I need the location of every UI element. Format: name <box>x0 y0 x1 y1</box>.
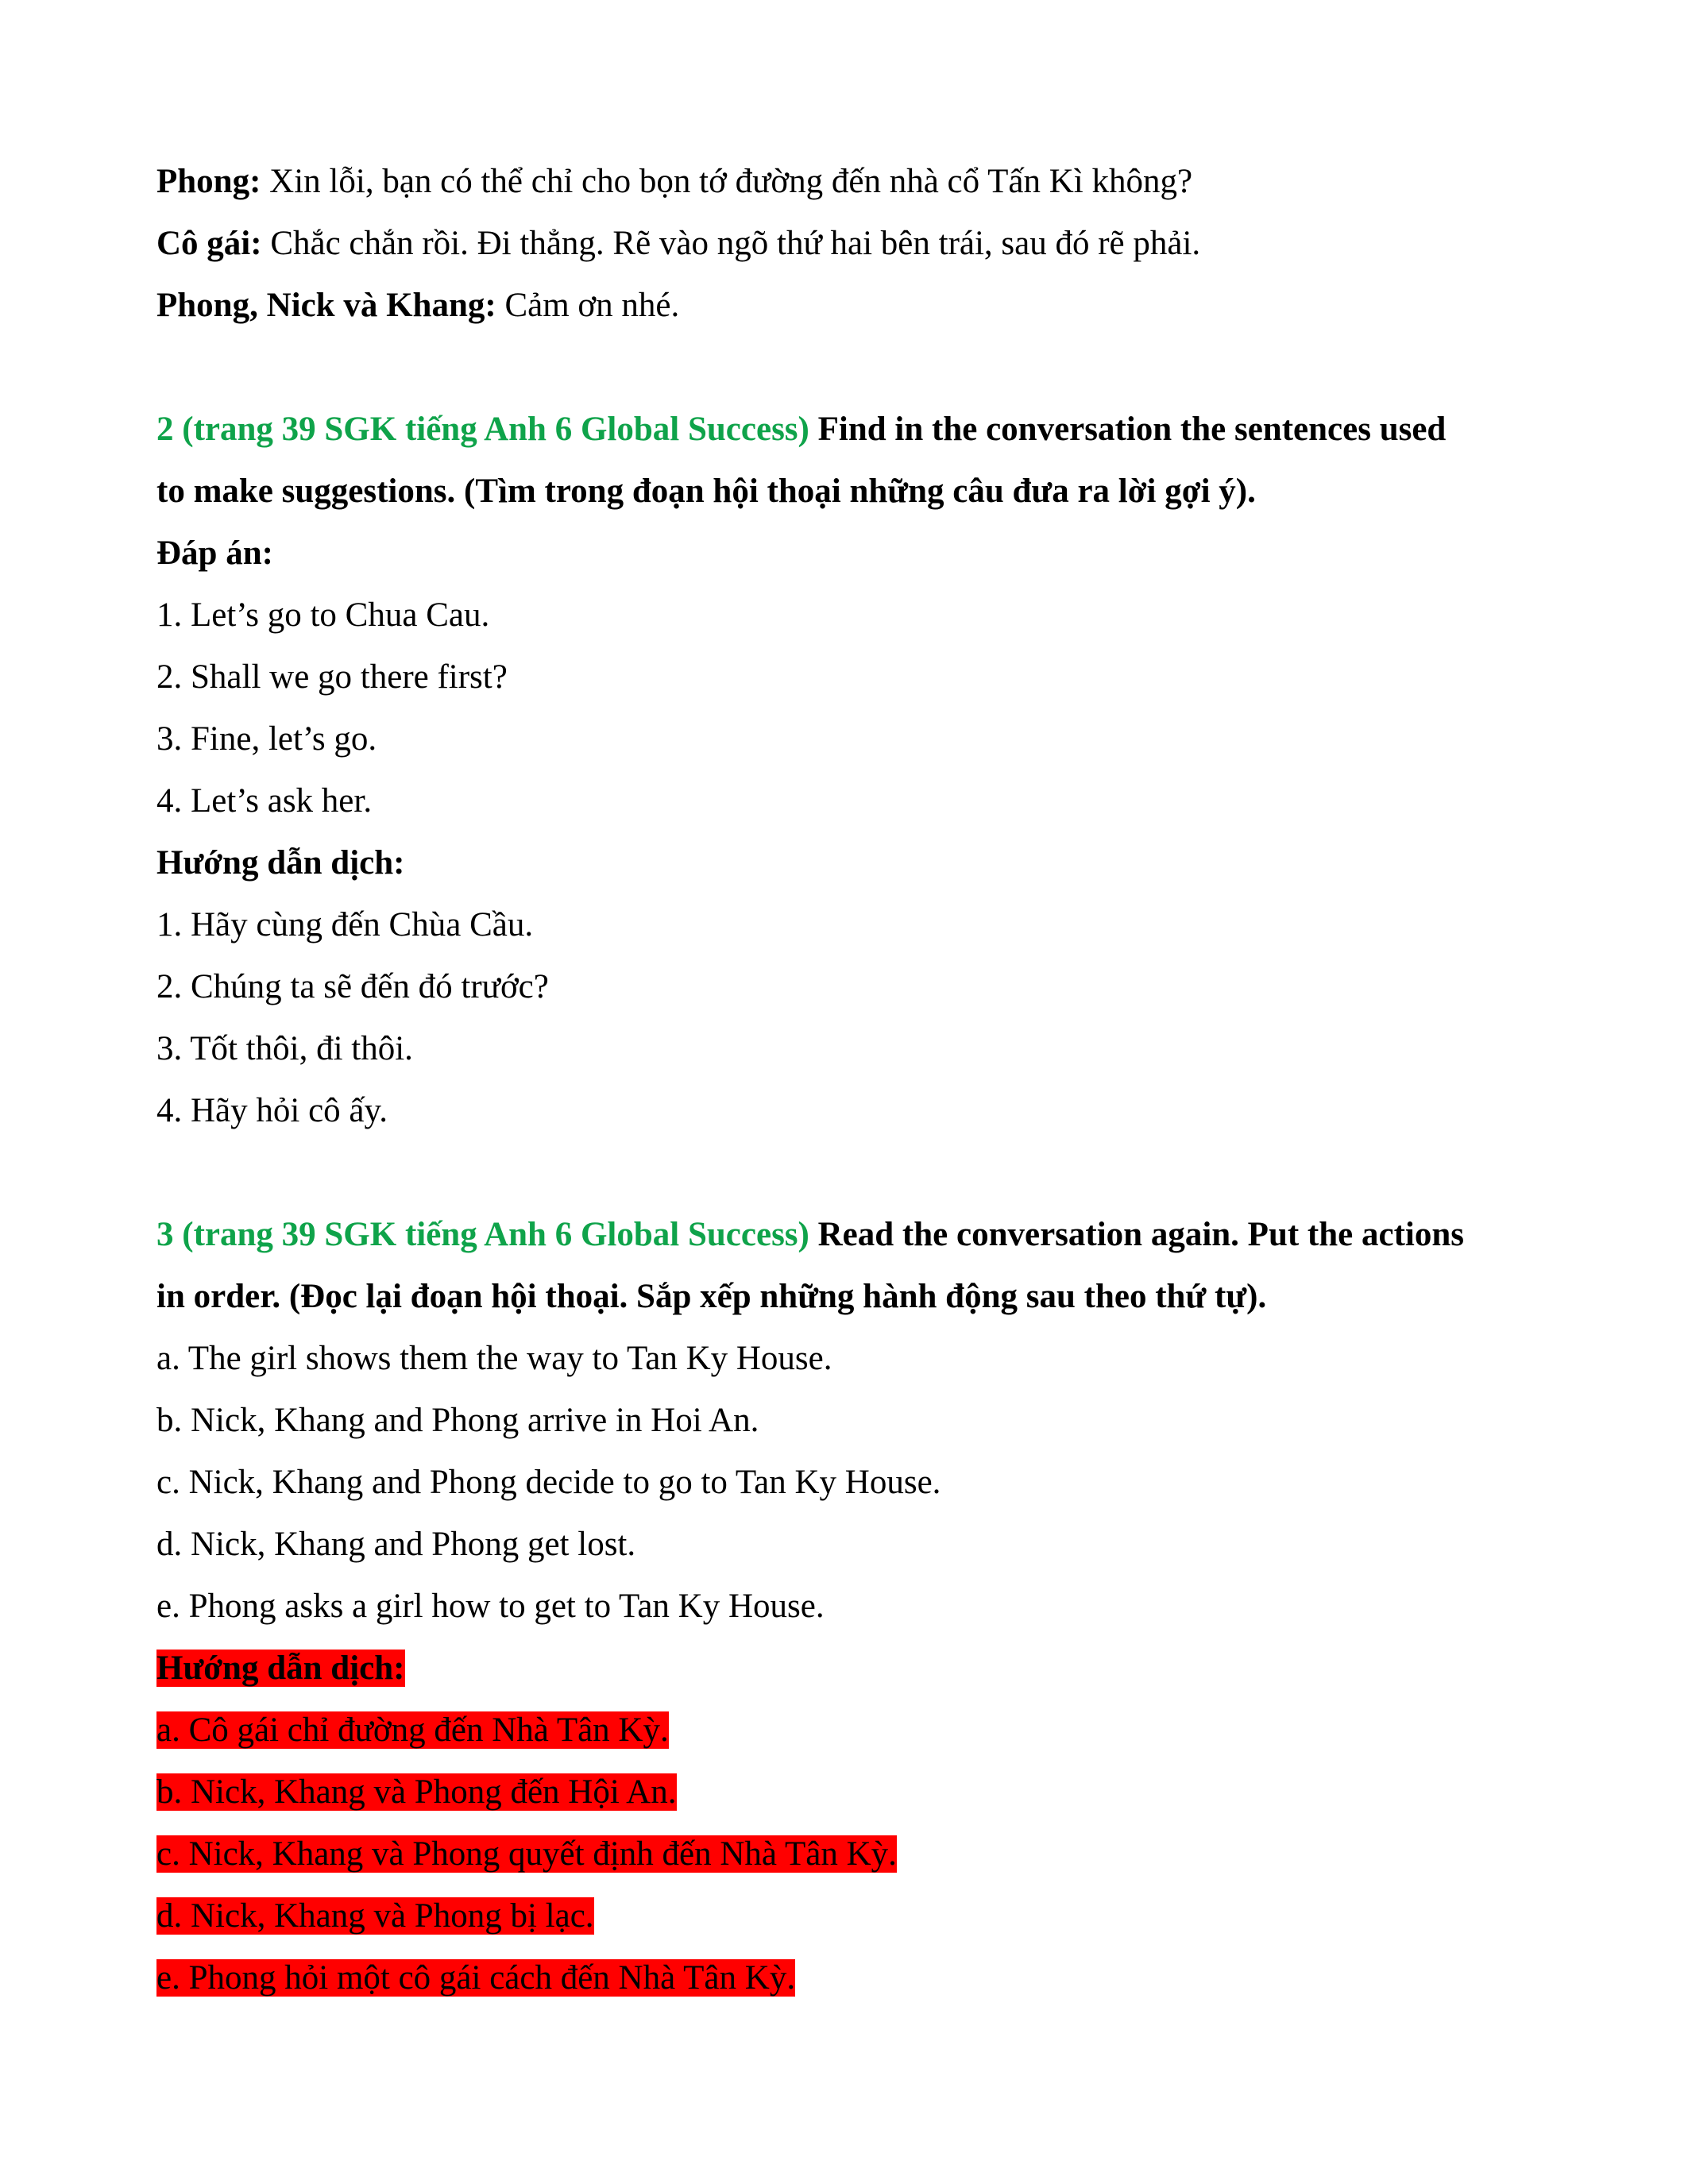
answer-heading: Đáp án: <box>156 534 273 572</box>
dialogue-text: Chắc chắn rồi. Đi thẳng. Rẽ vào ngõ thứ hai bên trái, sau đó rẽ phải. <box>261 225 1201 262</box>
dialogue-line-3 <box>156 275 1543 337</box>
dialogue-line-1 <box>156 151 1543 213</box>
translation-item: d. Nick, Khang và Phong bị lạc. <box>156 1897 594 1935</box>
dialogue-text: Cảm ơn nhé. <box>496 287 680 324</box>
translation-heading: Hướng dẫn dịch: <box>156 844 405 882</box>
translation-item: a. Cô gái chỉ đường đến Nhà Tân Kỳ. <box>156 1711 669 1749</box>
speaker-label: Phong: <box>156 163 261 200</box>
translation-heading: Hướng dẫn dịch: <box>156 1650 405 1687</box>
action-item: a. The girl shows them the way to Tan Ky House. <box>156 1340 832 1377</box>
translation-item: b. Nick, Khang và Phong đến Hội An. <box>156 1773 677 1811</box>
document-page <box>156 151 1543 2009</box>
highlighted-translation-line <box>156 1947 1543 2009</box>
answer-item: 2. Shall we go there first? <box>156 658 508 696</box>
section3-title: Read the conversation again. Put the actions <box>809 1216 1464 1253</box>
highlighted-translation-line <box>156 1700 1543 1761</box>
section2-heading-line-2: to make suggestions. (Tìm trong đoạn hội thoại những câu đưa ra lời gợi ý). <box>156 473 1256 510</box>
answer-item: 3. Fine, let’s go. <box>156 720 377 758</box>
section3-heading-line-1 <box>156 1204 1543 1266</box>
translation-item: 4. Hãy hỏi cô ấy. <box>156 1092 388 1129</box>
section2-reference: 2 (trang 39 SGK tiếng Anh 6 Global Success) <box>156 411 809 448</box>
section3-reference: 3 (trang 39 SGK tiếng Anh 6 Global Success) <box>156 1216 809 1253</box>
highlighted-translation-heading <box>156 1638 1543 1700</box>
action-item: e. Phong asks a girl how to get to Tan Ky House. <box>156 1588 825 1625</box>
section2-title: Find in the conversation the sentences used <box>809 411 1447 448</box>
answer-item: 4. Let’s ask her. <box>156 782 373 820</box>
translation-item: 3. Tốt thôi, đi thôi. <box>156 1030 413 1067</box>
highlighted-translation-line <box>156 1761 1543 1823</box>
action-item: d. Nick, Khang and Phong get lost. <box>156 1526 636 1563</box>
section2-heading-line-1 <box>156 399 1543 461</box>
translation-item: 2. Chúng ta sẽ đến đó trước? <box>156 968 549 1005</box>
action-item: b. Nick, Khang and Phong arrive in Hoi An. <box>156 1402 759 1439</box>
highlighted-translation-line <box>156 1823 1543 1885</box>
spacer <box>156 1142 1543 1204</box>
translation-item: 1. Hãy cùng đến Chùa Cầu. <box>156 906 534 943</box>
dialogue-line-2 <box>156 213 1543 275</box>
highlighted-translation-line <box>156 1885 1543 1947</box>
spacer <box>156 337 1543 399</box>
dialogue-text: Xin lỗi, bạn có thể chỉ cho bọn tớ đường đến nhà cổ Tấn Kì không? <box>261 163 1193 200</box>
speaker-label: Cô gái: <box>156 225 262 262</box>
translation-item: c. Nick, Khang và Phong quyết định đến Nhà Tân Kỳ. <box>156 1835 897 1873</box>
answer-item: 1. Let’s go to Chua Cau. <box>156 596 490 634</box>
action-item: c. Nick, Khang and Phong decide to go to Tan Ky House. <box>156 1464 941 1501</box>
section3-heading-line-2: in order. (Đọc lại đoạn hội thoại. Sắp xếp những hành động sau theo thứ tự). <box>156 1278 1267 1315</box>
translation-item: e. Phong hỏi một cô gái cách đến Nhà Tân Kỳ. <box>156 1959 796 1997</box>
speaker-label: Phong, Nick và Khang: <box>156 287 496 324</box>
